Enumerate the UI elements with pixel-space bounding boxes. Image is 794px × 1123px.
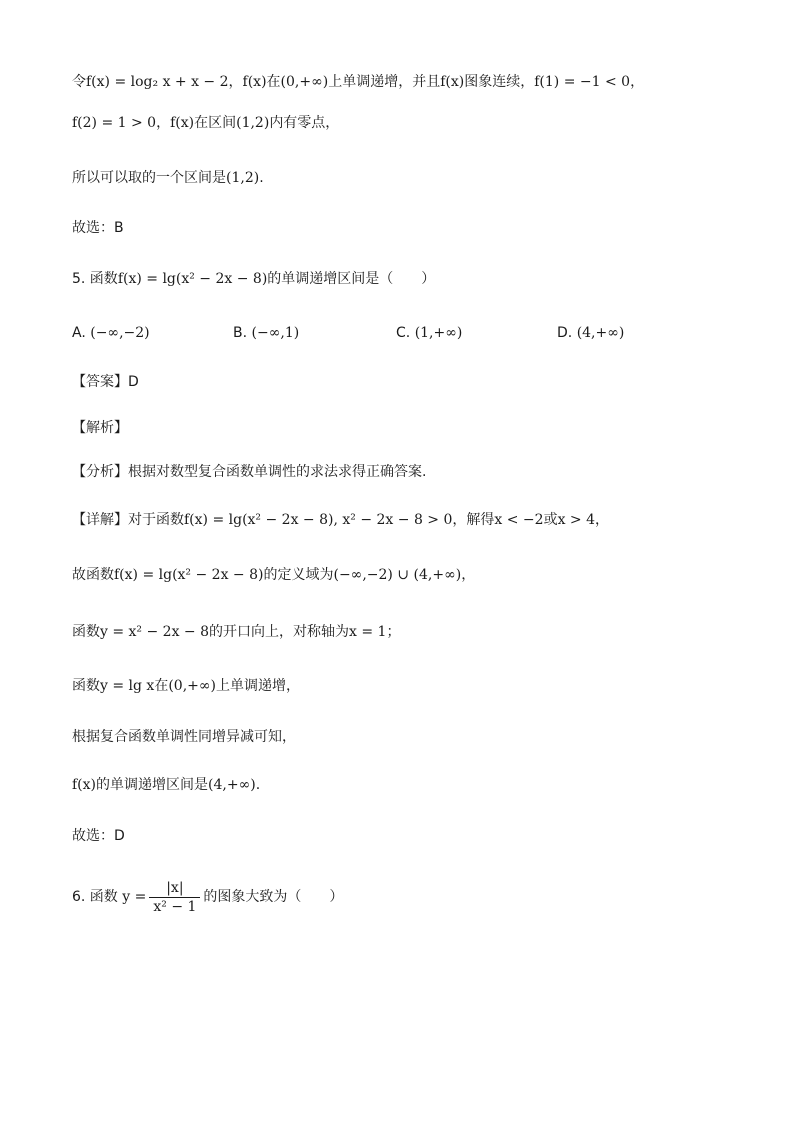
- text: 函数: [72, 624, 100, 640]
- text: ，: [630, 74, 645, 90]
- math-expression: f(x) = lg(x² − 2x − 8), x² − 2x − 8 > 0: [184, 512, 453, 528]
- option-value: (−∞,1): [251, 325, 300, 341]
- math-expression: (4,+∞): [208, 777, 256, 793]
- option-label: C.: [396, 325, 411, 341]
- option-c: [396, 323, 462, 343]
- text: 上单调递增，: [216, 678, 301, 694]
- text: 上单调递增，并且: [328, 74, 441, 90]
- solution-line-2: [72, 113, 339, 133]
- text: ；: [386, 624, 401, 640]
- fraction-numerator: |x|: [149, 879, 200, 898]
- rule-line: [72, 727, 296, 747]
- math-expression: f(x) = log₂ x + x − 2: [86, 74, 229, 90]
- math-expression: y =: [122, 889, 147, 905]
- math-expression: f(x): [440, 74, 465, 90]
- question-number: 6. 函数: [72, 889, 118, 905]
- text: ，: [156, 115, 171, 131]
- result-line: [72, 775, 260, 795]
- text: 令: [72, 74, 86, 90]
- math-expression: (1,2): [226, 170, 260, 186]
- text: ，: [595, 512, 610, 528]
- option-label: D.: [557, 325, 573, 341]
- math-expression: y = x² − 2x − 8: [100, 624, 210, 640]
- option-value: (−∞,−2): [90, 325, 150, 341]
- analysis-header: [72, 418, 128, 438]
- text: 内有零点，: [269, 115, 340, 131]
- text: 函数: [72, 678, 100, 694]
- text: 故函数: [72, 567, 114, 583]
- math-expression: f(x): [242, 74, 267, 90]
- fenxi-tag: 【分析】: [72, 464, 128, 480]
- math-expression: x = 1: [349, 624, 387, 640]
- math-expression: (0,+∞): [168, 678, 217, 694]
- parabola-line: [72, 622, 400, 642]
- domain-line: [72, 565, 475, 585]
- text: 或: [543, 512, 558, 528]
- text: .: [255, 777, 261, 793]
- xiangjie-line: [72, 510, 609, 530]
- text: 对于函数: [128, 512, 184, 528]
- math-expression: y = lg x: [100, 678, 155, 694]
- question-number: 5. 函数: [72, 271, 118, 287]
- text: 根据复合函数单调性同增异减可知，: [72, 729, 296, 745]
- math-expression: f(x): [72, 777, 97, 793]
- math-expression: f(x) = lg(x² − 2x − 8): [114, 567, 264, 583]
- text: 在: [266, 74, 281, 90]
- math-expression: f(2) = 1 > 0: [72, 115, 157, 131]
- math-expression: (1,2): [236, 115, 270, 131]
- math-expression: x > 4: [557, 512, 596, 528]
- xiangjie-tag: 【详解】: [72, 512, 128, 528]
- lg-line: [72, 676, 300, 696]
- fenxi-line: [72, 462, 426, 482]
- fraction: [149, 879, 200, 916]
- option-value: (4,+∞): [576, 325, 625, 341]
- option-label: A.: [72, 325, 86, 341]
- math-expression: (0,+∞): [280, 74, 329, 90]
- option-value: (1,+∞): [414, 325, 463, 341]
- text: ，: [461, 567, 476, 583]
- option-label: B.: [233, 325, 248, 341]
- option-d: [557, 323, 624, 343]
- text: .: [259, 170, 264, 186]
- math-expression: (−∞,−2) ∪ (4,+∞): [333, 567, 462, 583]
- text: 图象连续，: [464, 74, 535, 90]
- text: 在: [154, 678, 169, 694]
- option-b: [233, 323, 299, 343]
- text: 的图象大致为（ ）: [203, 889, 344, 905]
- text: 故选：B: [72, 220, 124, 236]
- question-5: [72, 269, 435, 289]
- answer-tag: 【答案】: [72, 374, 128, 390]
- fraction-denominator: x² − 1: [153, 898, 197, 915]
- answer-line: [72, 372, 139, 392]
- text: 的单调递增区间是: [96, 777, 209, 793]
- text: 在区间: [194, 115, 237, 131]
- math-expression: x < −2: [494, 512, 544, 528]
- solution-line-1: [72, 72, 644, 92]
- option-a: [72, 323, 150, 343]
- question-6: [72, 877, 343, 917]
- text: 故选：D: [72, 828, 125, 844]
- math-expression: f(1) = −1 < 0: [534, 74, 631, 90]
- choice-line-1: [72, 218, 124, 238]
- analysis-tag: 【解析】: [72, 420, 128, 436]
- choice-line-2: [72, 826, 125, 846]
- text: 的开口向上，对称轴为: [209, 624, 350, 640]
- text: 的定义域为: [263, 567, 334, 583]
- text: 所以可以取的一个区间是: [72, 170, 226, 186]
- text: ，解得: [452, 512, 495, 528]
- math-expression: f(x): [170, 115, 195, 131]
- text: 的单调递增区间是（ ）: [267, 271, 436, 287]
- text: ，: [228, 74, 243, 90]
- text: 根据对数型复合函数单调性的求法求得正确答案.: [128, 464, 427, 480]
- math-expression: f(x) = lg(x² − 2x − 8): [117, 271, 268, 287]
- solution-line-3: [72, 168, 264, 188]
- answer-value: D: [128, 374, 139, 390]
